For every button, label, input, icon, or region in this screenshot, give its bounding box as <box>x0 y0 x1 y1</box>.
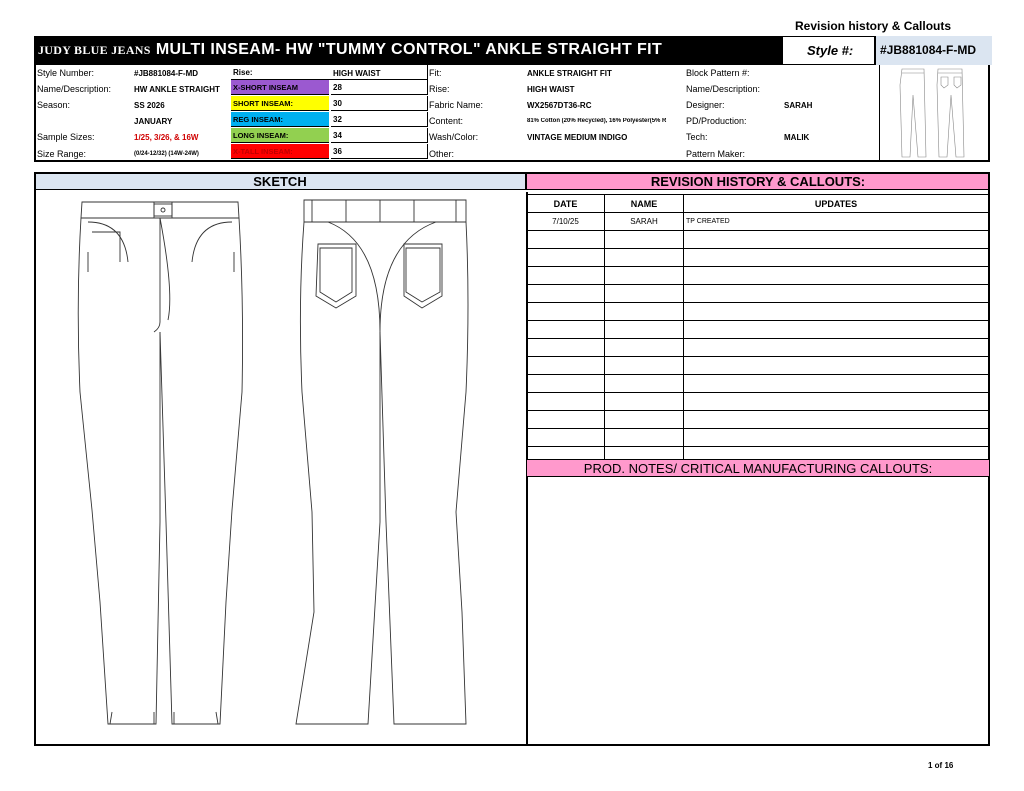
date-cell[interactable] <box>527 303 605 321</box>
table-row <box>527 285 989 303</box>
style-number-box <box>874 36 992 65</box>
updates-cell[interactable] <box>684 231 989 249</box>
rise2-label: Rise: <box>429 84 450 94</box>
sketch-header: SKETCH <box>34 172 526 190</box>
table-row <box>527 375 989 393</box>
style-number: #JB881084-F-MD <box>880 43 977 57</box>
designer-label: Designer: <box>686 100 725 110</box>
back-view-sketch <box>296 200 468 724</box>
page-number: 1 of 16 <box>928 761 954 770</box>
table-row <box>527 321 989 339</box>
table-row <box>527 357 989 375</box>
inseam-value: 34 <box>331 128 428 143</box>
content-value: 81% Cotton (20% Recycled), 16% Polyester(5% R <box>527 118 667 124</box>
name-cell[interactable] <box>605 393 684 411</box>
sample-sizes-value: 1/25, 3/26, & 16W <box>134 133 199 142</box>
date-cell[interactable] <box>527 267 605 285</box>
rise-row <box>231 65 428 80</box>
table-row <box>527 249 989 267</box>
inseam-value: 36 <box>331 144 428 159</box>
tech-label: Tech: <box>686 132 708 142</box>
table-row <box>527 267 989 285</box>
table-row <box>527 231 989 249</box>
updates-cell[interactable] <box>684 429 989 447</box>
sample-sizes-label: Sample Sizes: <box>37 132 95 142</box>
date-cell[interactable] <box>527 285 605 303</box>
inseam-label: LONG INSEAM: <box>231 128 329 143</box>
front-view-sketch <box>78 202 242 724</box>
content-label: Content: <box>429 116 464 126</box>
inseam-label: REG INSEAM: <box>231 112 329 127</box>
table-row <box>527 411 989 429</box>
date-cell[interactable] <box>527 375 605 393</box>
wash-color-label: Wash/Color: <box>429 132 479 142</box>
jeans-sketch <box>36 192 524 744</box>
updates-cell[interactable] <box>684 249 989 267</box>
rise2-value: HIGH WAIST <box>527 85 575 94</box>
style-number-label: Style Number: <box>37 68 95 78</box>
brand-name: JUDY BLUE JEANS <box>38 43 151 57</box>
date-cell[interactable] <box>527 249 605 267</box>
fabric-name-value: WX2567DT36-RC <box>527 101 592 110</box>
style-number-value: #JB881084-F-MD <box>134 69 199 78</box>
date-cell[interactable] <box>527 357 605 375</box>
name-description-value: HW ANKLE STRAIGHT <box>134 85 220 94</box>
inseam-label: X-SHORT INSEAM <box>231 80 329 95</box>
sheet-title: Revision history & Callouts <box>795 19 952 33</box>
block-pattern-label: Block Pattern #: <box>686 68 750 78</box>
updates-cell[interactable] <box>684 303 989 321</box>
name-cell[interactable] <box>605 429 684 447</box>
jeans-thumbnail-image <box>880 65 991 162</box>
wash-color-value: VINTAGE MEDIUM INDIGO <box>527 133 628 142</box>
fit-value: ANKLE STRAIGHT FIT <box>527 69 612 78</box>
fabric-name-label: Fabric Name: <box>429 100 484 110</box>
notes-area[interactable] <box>526 477 989 744</box>
date-cell[interactable] <box>527 231 605 249</box>
rise-label: Rise: <box>233 68 253 77</box>
inseam-label: SHORT INSEAM: <box>231 96 329 111</box>
table-row <box>527 429 989 447</box>
date-cell[interactable] <box>527 429 605 447</box>
season-month-value: JANUARY <box>134 117 173 126</box>
name-cell[interactable] <box>605 285 684 303</box>
size-range-label: Size Range: <box>37 149 87 159</box>
updates-cell[interactable] <box>684 339 989 357</box>
name-cell[interactable] <box>605 357 684 375</box>
tech-value: MALIK <box>784 133 810 142</box>
updates-cell[interactable] <box>684 321 989 339</box>
table-row <box>527 213 989 231</box>
inseam-value: 32 <box>331 112 428 127</box>
revision-table <box>526 194 989 465</box>
date-cell[interactable] <box>527 339 605 357</box>
name-cell[interactable] <box>605 321 684 339</box>
revision-table-body <box>527 213 989 465</box>
spec-info-block <box>34 65 990 162</box>
block-name-description-label: Name/Description: <box>686 84 761 94</box>
column-header-name: NAME <box>605 195 684 213</box>
revision-table-header-row <box>527 195 989 213</box>
date-cell[interactable] <box>527 321 605 339</box>
style-label: Style #: <box>807 43 854 58</box>
size-range-value: (0/24-12/32) (14W-24W) <box>134 151 199 157</box>
column-header-date: DATE <box>527 195 605 213</box>
name-cell[interactable] <box>605 339 684 357</box>
name-cell[interactable] <box>605 375 684 393</box>
updates-cell[interactable] <box>684 375 989 393</box>
name-cell[interactable] <box>605 249 684 267</box>
name-cell[interactable] <box>605 411 684 429</box>
season-label: Season: <box>37 100 71 110</box>
updates-cell[interactable] <box>684 357 989 375</box>
name-cell[interactable] <box>605 267 684 285</box>
date-cell[interactable]: 7/10/25 <box>527 213 605 231</box>
name-cell[interactable] <box>605 303 684 321</box>
season-value: SS 2026 <box>134 101 165 110</box>
pattern-maker-label: Pattern Maker: <box>686 149 746 159</box>
page-title: MULTI INSEAM- HW "TUMMY CONTROL" ANKLE STRAIGHT FIT <box>155 41 663 58</box>
rise-value: HIGH WAIST <box>333 69 381 78</box>
date-cell[interactable] <box>527 393 605 411</box>
thumbnail-sketch <box>879 65 991 162</box>
inseam-value: 30 <box>331 96 428 111</box>
column-header-updates: UPDATES <box>684 195 989 213</box>
date-cell[interactable] <box>527 411 605 429</box>
table-row <box>527 339 989 357</box>
inseam-label: X-TALL INSEAM: <box>231 144 329 159</box>
notes-header: PROD. NOTES/ CRITICAL MANUFACTURING CALLOUTS: <box>526 459 990 477</box>
fit-label: Fit: <box>429 68 442 78</box>
pd-production-label: PD/Production: <box>686 116 747 126</box>
table-row <box>527 393 989 411</box>
updates-cell[interactable] <box>684 393 989 411</box>
updates-cell[interactable] <box>684 411 989 429</box>
designer-value: SARAH <box>784 101 813 110</box>
table-row <box>527 303 989 321</box>
updates-cell[interactable]: TP CREATED <box>684 213 989 231</box>
other-label: Other: <box>429 149 455 159</box>
updates-cell[interactable] <box>684 285 989 303</box>
name-description-label: Name/Description: <box>37 84 112 94</box>
name-cell[interactable] <box>605 231 684 249</box>
name-cell[interactable]: SARAH <box>605 213 684 231</box>
title-header <box>34 36 990 65</box>
updates-cell[interactable] <box>684 267 989 285</box>
revision-header: REVISION HISTORY & CALLOUTS: <box>526 172 990 190</box>
inseam-value: 28 <box>331 80 428 95</box>
